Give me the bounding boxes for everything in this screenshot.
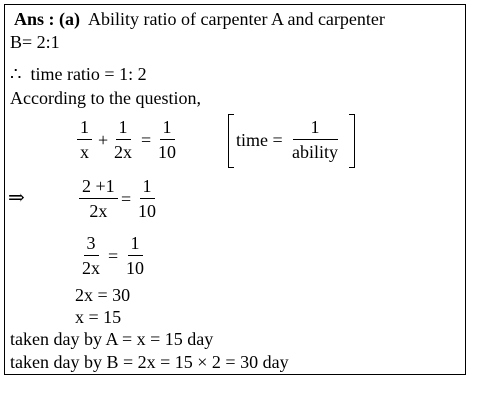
- eq1-frac3-numerator: 1: [160, 117, 175, 140]
- answer-label: Ans : (a): [14, 9, 80, 29]
- eq3-frac2-denominator: 10: [126, 258, 144, 278]
- eq3-equals: =: [108, 246, 119, 266]
- note-denominator: ability: [292, 142, 338, 162]
- time-ratio-line: [10, 64, 147, 84]
- eq3-frac2-numerator: 1: [128, 233, 143, 256]
- eq1-fraction-1: [77, 117, 92, 162]
- implies-arrow: ⇒: [8, 187, 25, 209]
- eq1-frac2-numerator: 1: [116, 117, 131, 140]
- eq2-equals: =: [121, 189, 132, 209]
- eq2-frac2-denominator: 10: [138, 201, 156, 221]
- eq1-fraction-3: [155, 117, 179, 162]
- step-x-equals-15: x = 15: [75, 307, 122, 327]
- eq3-frac1-denominator: 2x: [82, 258, 100, 278]
- note-numerator: 1: [293, 117, 338, 140]
- note-time-equals: time =: [236, 130, 283, 150]
- answer-line-2: B= 2:1: [10, 32, 60, 52]
- note-left-bracket: [228, 114, 234, 168]
- note-right-bracket: [349, 114, 355, 168]
- eq1-fraction-2: [111, 117, 135, 162]
- note-fraction: [289, 117, 341, 162]
- ability-ratio-text: Ability ratio of carpenter A and carpenter: [88, 9, 385, 29]
- eq1-frac1-denominator: x: [80, 142, 89, 162]
- according-line: According to the question,: [10, 88, 201, 108]
- days-taken-by-a: taken day by A = x = 15 day: [10, 329, 214, 349]
- eq2-fraction-1: [79, 176, 118, 221]
- eq1-frac1-numerator: 1: [77, 117, 92, 140]
- eq2-fraction-2: [135, 176, 159, 221]
- eq2-frac1-numerator: 2 +1: [79, 176, 118, 199]
- eq3-frac1-numerator: 3: [84, 233, 99, 256]
- step-2x-equals-30: 2x = 30: [75, 285, 131, 305]
- answer-line-1: [14, 9, 385, 29]
- solution-box: [4, 4, 466, 375]
- eq1-frac3-denominator: 10: [158, 142, 176, 162]
- eq3-fraction-1: [79, 233, 103, 278]
- eq1-frac2-denominator: 2x: [114, 142, 132, 162]
- days-taken-by-b: taken day by B = 2x = 15 × 2 = 30 day: [10, 352, 289, 372]
- therefore-symbol: ∴: [10, 64, 22, 84]
- eq2-frac1-denominator: 2x: [89, 201, 108, 221]
- eq2-frac2-numerator: 1: [140, 176, 155, 199]
- eq1-equals: =: [141, 130, 152, 150]
- eq3-fraction-2: [123, 233, 147, 278]
- time-ratio-text: time ratio = 1: 2: [30, 64, 147, 84]
- eq1-plus: +: [98, 130, 109, 150]
